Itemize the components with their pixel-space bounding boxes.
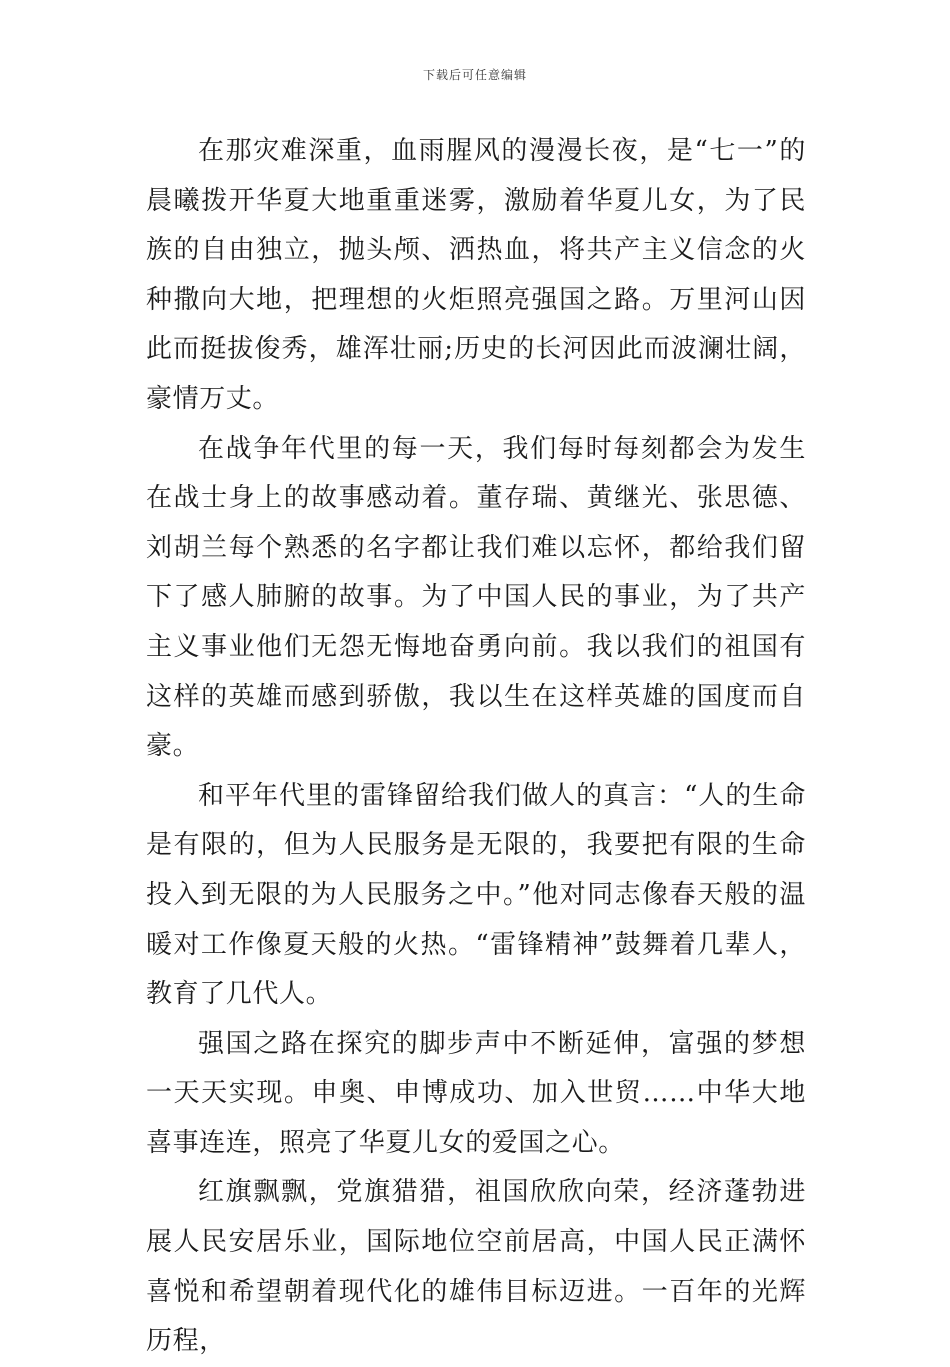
header-note: 下载后可任意编辑 xyxy=(422,68,527,82)
paragraph-5: 红旗飘飘，党旗猎猎，祖国欣欣向荣，经济蓬勃进展人民安居乐业，国际地位空前居高，中国人民正满怀喜悦和希望朝着现代化的雄伟目标迈进。一百年的光辉历程， xyxy=(146,1177,806,1357)
paragraph-2: 在战争年代里的每一天，我们每时每刻都会为发生在战士身上的故事感动着。董存瑞、黄继光、张思德、刘胡兰每个熟悉的名字都让我们难以忘怀，都给我们留下了感人肺腑的故事。为了中国人民的事业，为了共产主义事业他们无怨无悔地奋勇向前。我以我们的祖国有这样的英雄而感到骄傲，我以生在这样英雄的国度而自豪。 xyxy=(146,433,806,762)
paragraph-4: 强国之路在探究的脚步声中不断延伸，富强的梦想一天天实现。申奥、申博成功、加入世贸……中华大地喜事连连，照亮了华夏儿女的爱国之心。 xyxy=(146,1028,806,1158)
paragraph-1: 在那灾难深重，血雨腥风的漫漫长夜，是“七一”的晨曦拨开华夏大地重重迷雾，激励着华夏儿女，为了民族的自由独立，抛头颅、洒热血，将共产主义信念的火种撒向大地，把理想的火炬照亮强国之路。万里河山因此而挺拔俊秀，雄浑壮丽;历史的长河因此而波澜壮阔，豪情万丈。 xyxy=(146,136,806,414)
document-body xyxy=(146,127,806,1367)
paragraph-3: 和平年代里的雷锋留给我们做人的真言：“人的生命是有限的，但为人民服务是无限的，我要把有限的生命投入到无限的为人民服务之中。”他对同志像春天般的温暖对工作像夏天般的火热。“雷锋精神”鼓舞着几辈人，教育了几代人。 xyxy=(146,780,806,1010)
